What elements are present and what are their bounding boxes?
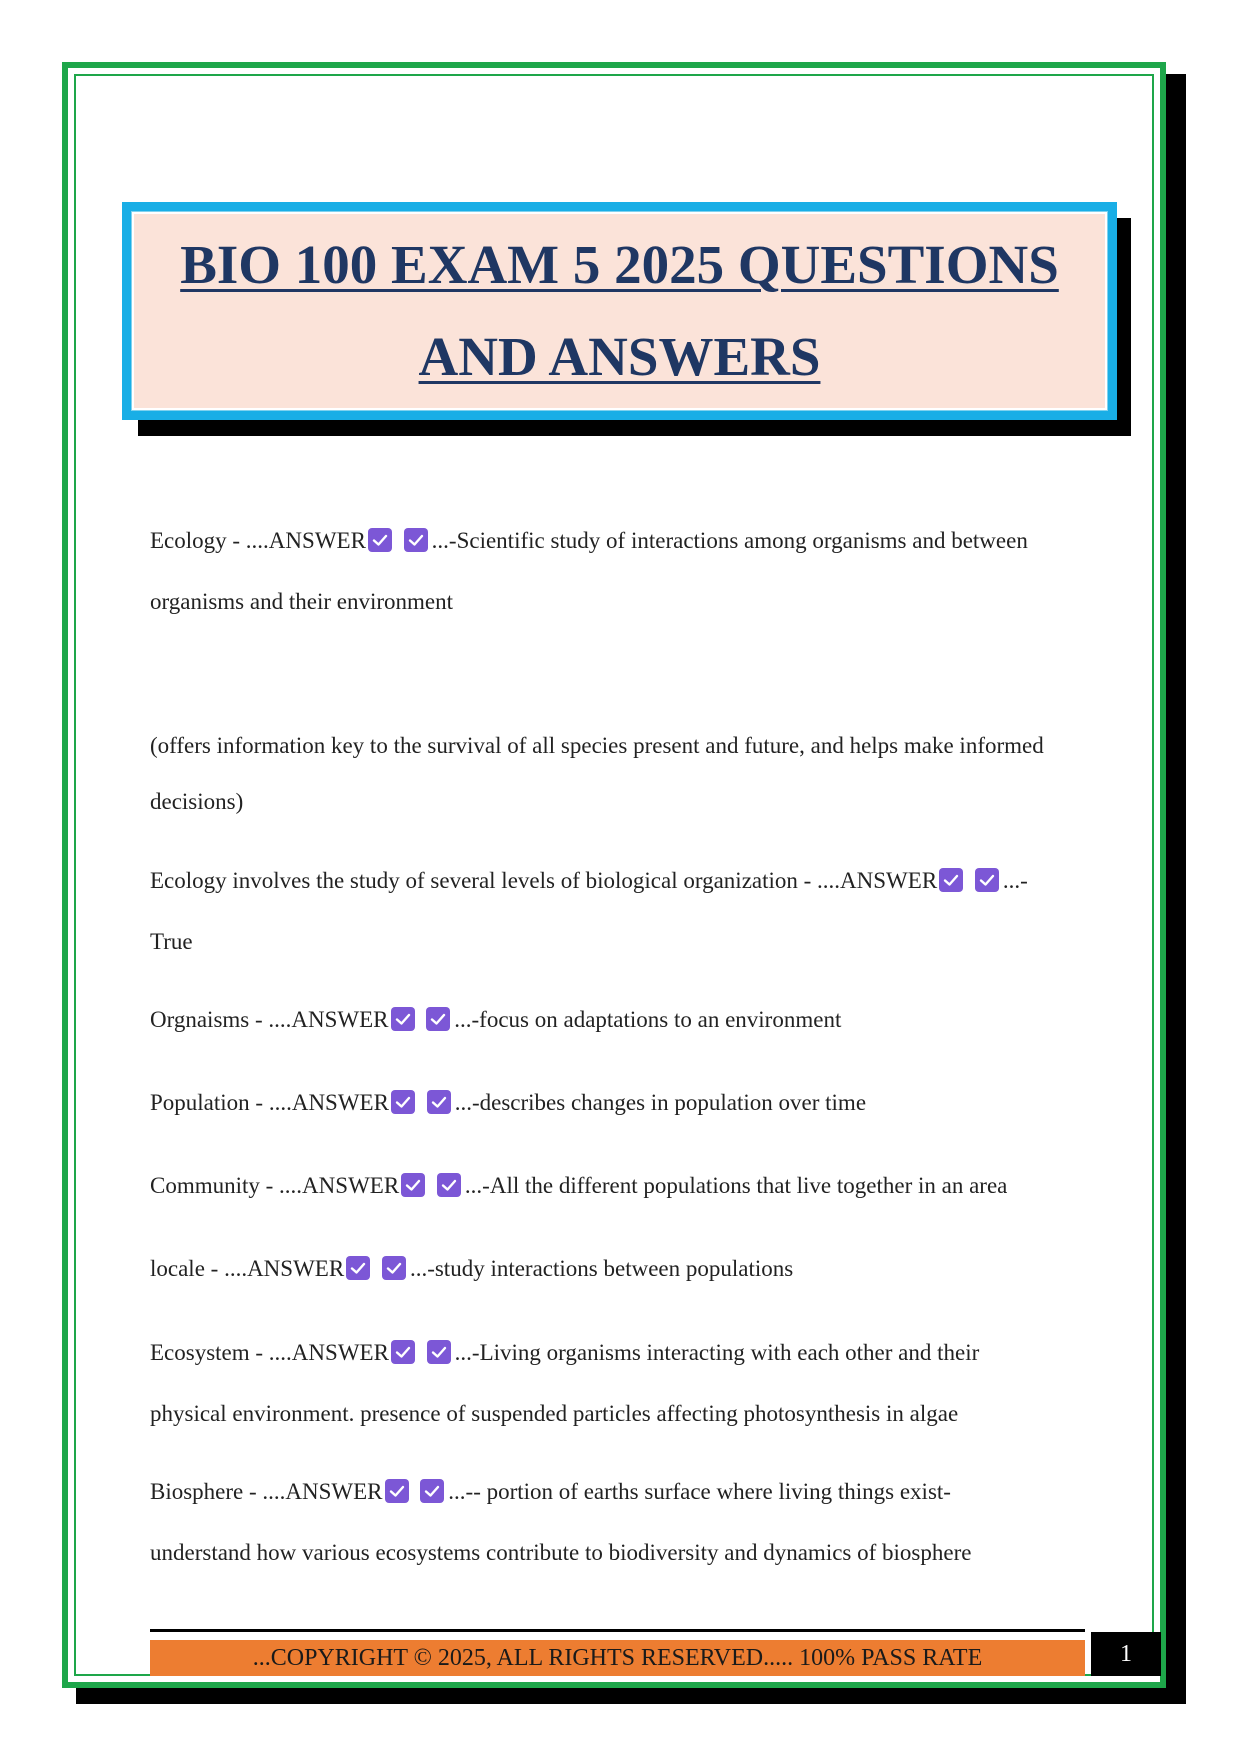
checkbox-check-icon: [385, 1479, 409, 1503]
qa-answer: ...-describes changes in population over time: [454, 1090, 867, 1115]
qa-answer: ...-study interactions between populations: [409, 1256, 794, 1281]
checkbox-check-icon: [401, 1173, 425, 1197]
checkbox-check-icon: [420, 1479, 444, 1503]
checkbox-check-icon: [391, 1007, 415, 1031]
qa-line: [150, 866, 1028, 896]
qa-line: [150, 526, 1028, 556]
qa-line: [150, 1338, 979, 1368]
page-title-line-1: BIO 100 EXAM 5 2025 QUESTIONS: [180, 234, 1059, 295]
qa-line: [150, 1171, 1007, 1201]
qa-term: Community - ....ANSWER: [150, 1173, 400, 1198]
title-box-inner: [132, 212, 1107, 410]
qa-line-continued: understand how various ecosystems contribute to biodiversity and dynamics of biosphere: [150, 1540, 972, 1565]
qa-answer: ...-Scientific study of interactions among organisms and between: [431, 528, 1028, 553]
checkbox-check-icon: [427, 1090, 451, 1114]
checkbox-check-icon: [426, 1007, 450, 1031]
qa-line: [150, 1088, 866, 1118]
footer-copyright-bar: [150, 1640, 1085, 1676]
qa-answer: ...-- portion of earths surface where living things exist-: [448, 1479, 951, 1504]
qa-answer: ...-focus on adaptations to an environment: [454, 1007, 842, 1032]
page-number: 1: [1091, 1632, 1161, 1676]
footer-copyright-text: ...COPYRIGHT © 2025, ALL RIGHTS RESERVED..... 100% PASS RATE: [252, 1644, 983, 1671]
qa-note: (offers information key to the survival of all species present and future, and helps make informed: [150, 733, 1044, 758]
checkbox-check-icon: [368, 528, 392, 552]
qa-line: [150, 1254, 793, 1284]
qa-term: Population - ....ANSWER: [150, 1090, 389, 1115]
qa-line: [150, 1477, 951, 1507]
checkbox-check-icon: [437, 1173, 461, 1197]
checkbox-check-icon: [382, 1256, 406, 1280]
qa-line-continued: organisms and their environment: [150, 589, 453, 614]
checkbox-check-icon: [939, 868, 963, 892]
qa-answer: ...-All the different populations that live together in an area: [464, 1173, 1008, 1198]
qa-term: Orgnaisms - ....ANSWER: [150, 1007, 389, 1032]
checkbox-check-icon: [391, 1340, 415, 1364]
qa-answer: ...-: [1002, 868, 1028, 893]
qa-answer: ...-Living organisms interacting with each other and their: [454, 1340, 980, 1365]
qa-term: Ecology involves the study of several levels of biological organization - ....ANSWER: [150, 868, 938, 893]
qa-term: Biosphere - ....ANSWER: [150, 1479, 383, 1504]
page-title-line-2: AND ANSWERS: [418, 326, 821, 387]
title-box: [122, 202, 1117, 420]
qa-line-continued: decisions): [150, 789, 244, 814]
footer-rule: [150, 1629, 1085, 1632]
checkbox-check-icon: [427, 1340, 451, 1364]
qa-term: Ecosystem - ....ANSWER: [150, 1340, 389, 1365]
qa-line: [150, 1005, 841, 1035]
checkbox-check-icon: [391, 1090, 415, 1114]
checkbox-check-icon: [975, 868, 999, 892]
qa-line-continued: True: [150, 929, 193, 954]
qa-line-continued: physical environment. presence of suspended particles affecting photosynthesis in algae: [150, 1401, 959, 1426]
qa-term: Ecology - ....ANSWER: [150, 528, 366, 553]
checkbox-check-icon: [346, 1256, 370, 1280]
checkbox-check-icon: [404, 528, 428, 552]
qa-term: locale - ....ANSWER: [150, 1256, 345, 1281]
